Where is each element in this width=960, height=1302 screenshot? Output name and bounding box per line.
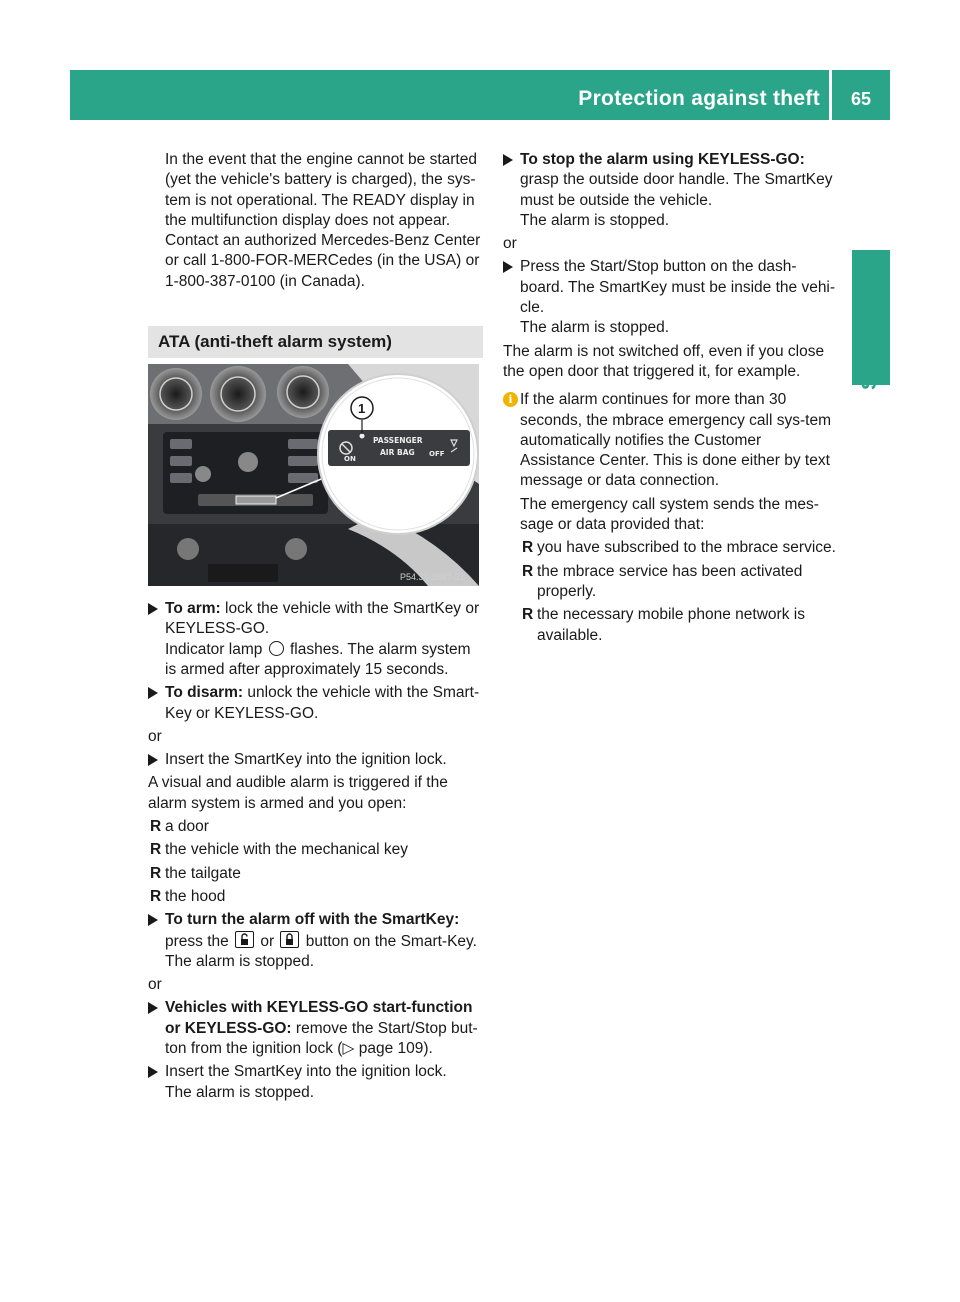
- info-note: i If the alarm continues for more than 30 seconds, the mbrace emergency call sys-tem automatically notifies the Customer Assistance Center. This is done either by text message or data connection. The emergency call system sends the mes-sage or data provided that: R you have subscribed to the mbrace service. R the mbrace service has been activated properly. R the necessary mobile phone network is available.: [503, 390, 838, 646]
- panel-passenger-label: PASSENGER: [373, 436, 423, 446]
- or-text: or: [148, 976, 162, 994]
- step-startstop: Press the Start/Stop button on the dash-board. The SmartKey must be inside the vehi-cle. The alarm is stopped.: [503, 257, 838, 338]
- list-item: R a door: [150, 818, 209, 836]
- info-icon: i: [503, 392, 518, 407]
- step-insert-key-2: Insert the SmartKey into the ignition lock. The alarm is stopped.: [148, 1062, 483, 1103]
- step-insert-key: Insert the SmartKey into the ignition lock.: [148, 750, 483, 770]
- section-title: ATA (anti-theft alarm system): [148, 326, 483, 358]
- step-arrow-icon: [148, 603, 158, 615]
- step-arrow-icon: [148, 1066, 158, 1078]
- unlock-button-icon: [235, 931, 254, 948]
- side-tab-label: Safety: [858, 326, 881, 390]
- page-title: Protection against theft: [578, 87, 820, 110]
- lock-button-icon: [280, 931, 299, 948]
- panel-off-label: OFF: [429, 450, 445, 459]
- dashboard-figure: [148, 364, 479, 586]
- step-disarm: To disarm: unlock the vehicle with the Smart-Key or KEYLESS-GO.: [148, 683, 483, 724]
- or-text: or: [503, 235, 517, 253]
- list-item: R the mbrace service has been activated properly.: [522, 562, 803, 600]
- page-number: 65: [850, 89, 872, 109]
- or-text: or: [148, 727, 162, 745]
- panel-on-label: ON: [344, 455, 356, 464]
- callout-1-icon: [269, 641, 284, 656]
- list-item: R you have subscribed to the mbrace service.: [522, 539, 836, 557]
- figure-callout-1: 1: [358, 401, 366, 417]
- right-column: [503, 150, 838, 646]
- step-keyless-start: Vehicles with KEYLESS-GO start-function or KEYLESS-GO: remove the Start/Stop but-ton from the ignition lock (▷ page 109).: [148, 998, 483, 1059]
- left-column: [148, 150, 483, 1103]
- list-item: R the necessary mobile phone network is available.: [522, 606, 805, 644]
- step-arrow-icon: [148, 1002, 158, 1014]
- step-arrow-icon: [503, 154, 513, 166]
- page-ref-arrow-icon: ▷: [342, 1040, 359, 1058]
- list-item: R the vehicle with the mechanical key: [150, 841, 408, 859]
- panel-airbag-label: AIR BAG: [380, 448, 415, 458]
- dashboard-illustration: [148, 364, 479, 586]
- step-arm: To arm: lock the vehicle with the SmartKey or KEYLESS-GO. Indicator lamp flashes. The alarm system is armed after approximately 15 seconds.: [148, 599, 483, 680]
- step-keyless-stop: To stop the alarm using KEYLESS-GO: grasp the outside door handle. The SmartKey must be outside the vehicle. The alarm is stopped.: [503, 150, 838, 231]
- not-switched-off-paragraph: The alarm is not switched off, even if you close the open door that triggered it, for example.: [503, 342, 825, 380]
- step-arrow-icon: [503, 261, 513, 273]
- list-item: R the hood: [150, 887, 226, 905]
- list-item: R the tailgate: [150, 864, 241, 882]
- step-arrow-icon: [148, 914, 158, 926]
- figure-code: P54.33-3887-31: [400, 572, 465, 583]
- intro-paragraph: In the event that the engine cannot be started (yet the vehicle's battery is charged), the sys- tem is not operational. The READY display in the multifunction display does not appear. Contact an authorized Mercedes-Benz Center or call 1-800-FOR-MERCedes (in the USA) or 1-800-387-0100 (in Canada).: [165, 151, 481, 290]
- step-smartkey-off: To turn the alarm off with the SmartKey: press the or button on the Smart-Key. The alarm is stopped.: [148, 910, 483, 972]
- header-bar: [70, 70, 890, 120]
- step-arrow-icon: [148, 687, 158, 699]
- trigger-paragraph: A visual and audible alarm is triggered if the alarm system is armed and you open:: [148, 774, 448, 812]
- page-reference-link[interactable]: page 109: [358, 1040, 424, 1058]
- step-arrow-icon: [148, 754, 158, 766]
